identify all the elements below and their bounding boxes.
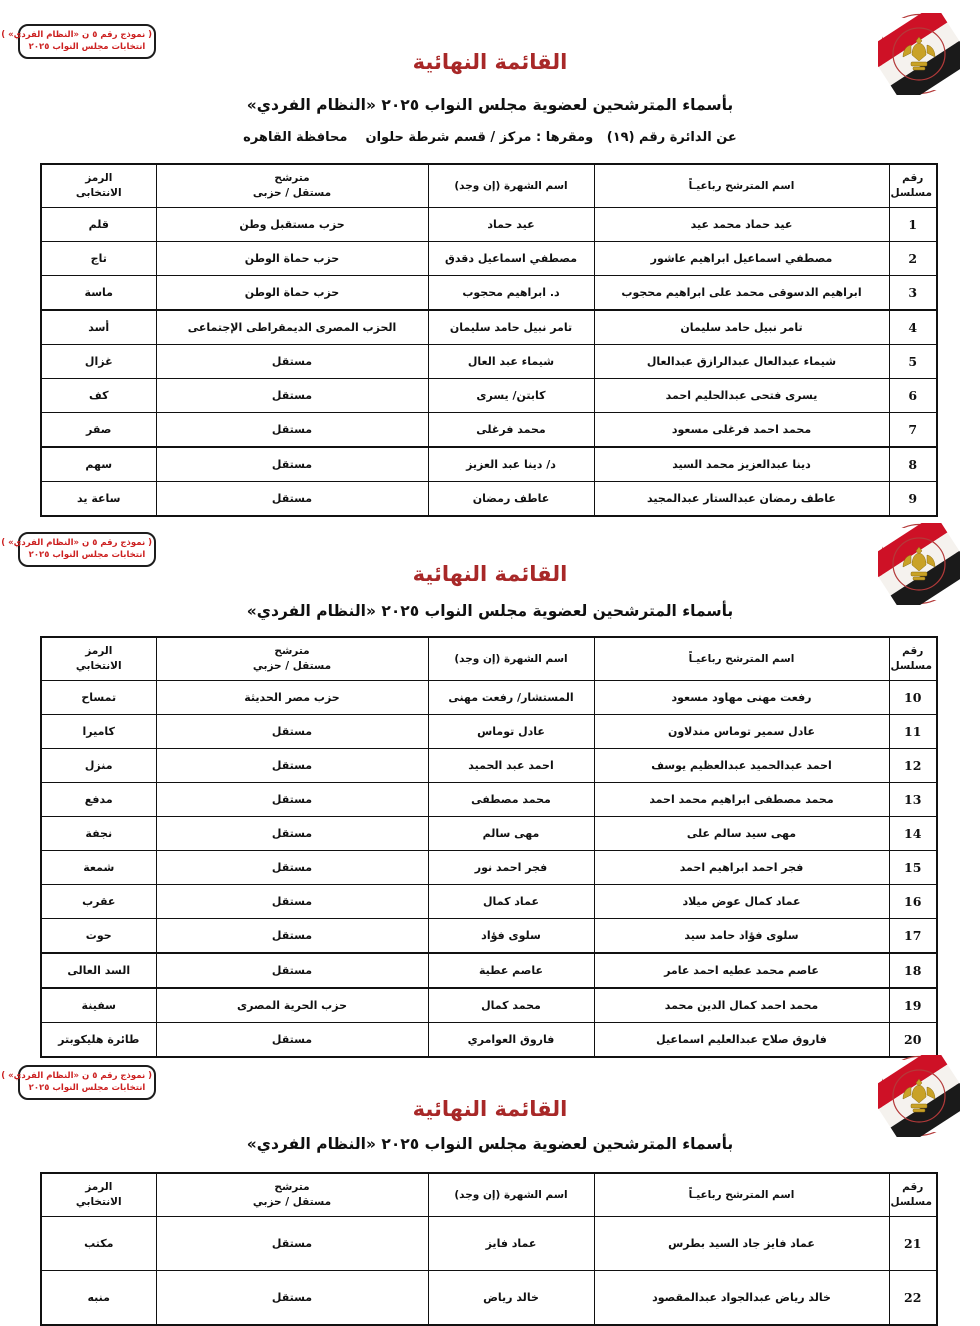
cell-symbol: ساعة يد <box>41 482 156 517</box>
candidate-row <box>41 242 937 276</box>
cell-symbol: مكتب <box>41 1217 156 1271</box>
cell-party: مستقل <box>156 413 428 448</box>
candidate-row <box>41 310 937 345</box>
cell-shohra: عاصم عطية <box>428 953 594 988</box>
table-header-row <box>41 164 937 208</box>
cell-shohra: تامر نبيل حامد سليمان <box>428 310 594 345</box>
page-title: القائمة النهائية <box>412 1097 568 1121</box>
cell-serial: 9 <box>889 482 937 517</box>
candidates-table-3 <box>40 1172 938 1326</box>
candidate-row <box>41 1270 937 1325</box>
candidate-row <box>41 851 937 885</box>
cell-party: مستقل <box>156 447 428 482</box>
cell-symbol: صقر <box>41 413 156 448</box>
cell-party: مستقل <box>156 1270 428 1325</box>
cell-serial: 2 <box>889 242 937 276</box>
cell-symbol: سهم <box>41 447 156 482</box>
candidate-row <box>41 817 937 851</box>
cell-serial: 11 <box>889 715 937 749</box>
candidate-row <box>41 988 937 1023</box>
cell-name: عاصم محمد عطيه احمد عامر <box>594 953 889 988</box>
cell-symbol: مدفع <box>41 783 156 817</box>
cell-name: دينا عبدالعزيز محمد السيد <box>594 447 889 482</box>
cell-shohra: محمد كمال <box>428 988 594 1023</box>
candidates-table-body-1 <box>41 208 937 517</box>
col-famous-name: اسم الشهرة (إن وجد) <box>428 637 594 681</box>
cell-symbol: كف <box>41 379 156 413</box>
cell-name: ابراهيم الدسوقى محمد على ابراهيم محجوب <box>594 276 889 311</box>
list-page-2 <box>0 520 980 1055</box>
cell-symbol: منبه <box>41 1270 156 1325</box>
cell-serial: 21 <box>889 1217 937 1271</box>
col-serial: رقم مسلسل <box>889 1173 937 1217</box>
cell-serial: 12 <box>889 749 937 783</box>
cell-symbol: طائرة هليكوبتر <box>41 1023 156 1058</box>
col-symbol: الرمز الانتخابي <box>41 637 156 681</box>
cell-shohra: مصطفي اسماعيل دقدق <box>428 242 594 276</box>
cell-serial: 19 <box>889 988 937 1023</box>
col-candidate-name: اسم المترشح رباعيـاً <box>594 164 889 208</box>
cell-name: مهى سيد سالم على <box>594 817 889 851</box>
cell-symbol: منزل <box>41 749 156 783</box>
cell-name: فاروق صلاح عبدالعليم اسماعيل <box>594 1023 889 1058</box>
cell-serial: 20 <box>889 1023 937 1058</box>
col-serial: رقم مسلسل <box>889 637 937 681</box>
cell-serial: 8 <box>889 447 937 482</box>
table-header-row <box>41 1173 937 1217</box>
cell-party: مستقل <box>156 345 428 379</box>
cell-party: مستقل <box>156 715 428 749</box>
cell-party: مستقل <box>156 482 428 517</box>
cell-shohra: مهى سالم <box>428 817 594 851</box>
cell-symbol: حوت <box>41 919 156 954</box>
cell-name: محمد مصطفى ابراهيم محمد احمد <box>594 783 889 817</box>
candidate-row <box>41 715 937 749</box>
candidates-table-body-3 <box>41 1217 937 1326</box>
candidate-row <box>41 681 937 715</box>
cell-party: مستقل <box>156 783 428 817</box>
cell-serial: 18 <box>889 953 937 988</box>
cell-serial: 13 <box>889 783 937 817</box>
col-famous-name: اسم الشهرة (إن وجد) <box>428 1173 594 1217</box>
cell-shohra: كابتن/ يسرى <box>428 379 594 413</box>
page-subtitle: بأسماء المترشحين لعضوية مجلس النواب ٢٠٢٥ «النظام الفردي» <box>246 602 734 620</box>
cell-symbol: سفينة <box>41 988 156 1023</box>
cell-name: عاطف رمضان عبدالستار عبدالمجيد <box>594 482 889 517</box>
candidates-table-1 <box>40 163 938 517</box>
form-number-line: ( نموذج رقم ٥ ن «النظام الفردي» ) <box>1 538 152 548</box>
cell-name: محمد احمد فرغلى مسعود <box>594 413 889 448</box>
candidate-row <box>41 885 937 919</box>
cell-shohra: فاروق العوامري <box>428 1023 594 1058</box>
cell-shohra: المستشار/ رفعت مهنى <box>428 681 594 715</box>
cell-symbol: ماسة <box>41 276 156 311</box>
cell-name: عيد حماد محمد عيد <box>594 208 889 242</box>
col-symbol: الرمز الانتخابي <box>41 1173 156 1217</box>
cell-shohra: د. ابراهيم محجوب <box>428 276 594 311</box>
cell-name: عماد فايز جاد السيد بطرس <box>594 1217 889 1271</box>
cell-symbol: تاج <box>41 242 156 276</box>
cell-symbol: السد العالى <box>41 953 156 988</box>
cell-name: يسرى فتحى عبدالحليم احمد <box>594 379 889 413</box>
cell-symbol: عقرب <box>41 885 156 919</box>
cell-party: مستقل <box>156 817 428 851</box>
cell-name: خالد رياض عبدالجواد عبدالمقصود <box>594 1270 889 1325</box>
cell-shohra: فجر احمد نور <box>428 851 594 885</box>
cell-party: حزب مستقبل وطن <box>156 208 428 242</box>
list-page-3 <box>0 1055 980 1305</box>
page-subtitle: بأسماء المترشحين لعضوية مجلس النواب ٢٠٢٥ «النظام الفردي» <box>246 96 734 114</box>
cell-shohra: عادل توماس <box>428 715 594 749</box>
candidate-row <box>41 1023 937 1058</box>
cell-party: حزب حماة الوطن <box>156 276 428 311</box>
cell-serial: 14 <box>889 817 937 851</box>
cell-party: الحزب المصرى الديمقراطى الإجتماعى <box>156 310 428 345</box>
election-name-line: انتخابات مجلس النواب ٢٠٢٥ <box>28 1083 146 1093</box>
col-serial: رقم مسلسل <box>889 164 937 208</box>
cell-symbol: كاميرا <box>41 715 156 749</box>
col-party: مترشح مستقل / حزبي <box>156 1173 428 1217</box>
cell-name: رفعت مهنى مهاود مسعود <box>594 681 889 715</box>
candidate-row <box>41 1217 937 1271</box>
col-candidate-name: اسم المترشح رباعيـاً <box>594 1173 889 1217</box>
cell-party: مستقل <box>156 953 428 988</box>
cell-party: مستقل <box>156 1217 428 1271</box>
cell-shohra: محمد مصطفى <box>428 783 594 817</box>
cell-serial: 7 <box>889 413 937 448</box>
cell-name: مصطفي اسماعيل ابراهيم عاشور <box>594 242 889 276</box>
col-famous-name: اسم الشهرة (إن وجد) <box>428 164 594 208</box>
cell-serial: 22 <box>889 1270 937 1325</box>
cell-party: مستقل <box>156 919 428 954</box>
page-title: القائمة النهائية <box>412 50 568 74</box>
cell-name: شيماء عبدالعال عبدالرازق عبدالعال <box>594 345 889 379</box>
cell-serial: 15 <box>889 851 937 885</box>
cell-party: حزب الحرية المصرى <box>156 988 428 1023</box>
candidate-row <box>41 783 937 817</box>
cell-serial: 10 <box>889 681 937 715</box>
election-name-line: انتخابات مجلس النواب ٢٠٢٥ <box>28 550 146 560</box>
cell-shohra: محمد فرغلى <box>428 413 594 448</box>
cell-party: حزب حماة الوطن <box>156 242 428 276</box>
cell-party: مستقل <box>156 885 428 919</box>
cell-serial: 5 <box>889 345 937 379</box>
candidate-row <box>41 208 937 242</box>
candidate-row <box>41 482 937 517</box>
cell-party: مستقل <box>156 1023 428 1058</box>
candidate-row <box>41 345 937 379</box>
col-candidate-name: اسم المترشح رباعيـاً <box>594 637 889 681</box>
candidate-row <box>41 379 937 413</box>
cell-name: عادل سمير توماس مندلاون <box>594 715 889 749</box>
candidate-row <box>41 447 937 482</box>
cell-serial: 1 <box>889 208 937 242</box>
cell-symbol: شمعة <box>41 851 156 885</box>
candidate-row <box>41 276 937 311</box>
candidate-row <box>41 413 937 448</box>
cell-name: فجر احمد ابراهيم احمد <box>594 851 889 885</box>
candidates-table-2 <box>40 636 938 1058</box>
candidate-row <box>41 749 937 783</box>
col-party: مترشح مستقل / حزبي <box>156 637 428 681</box>
national-elections-authority-seal-icon <box>878 1055 960 1137</box>
cell-name: سلوى فؤاد حامد سيد <box>594 919 889 954</box>
cell-symbol: قلم <box>41 208 156 242</box>
cell-name: محمد احمد كمال الدين محمد <box>594 988 889 1023</box>
candidate-row <box>41 953 937 988</box>
list-page-1 <box>0 0 980 520</box>
district-line: عن الدائرة رقم (١٩) ومقرها : مركز / قسم شرطة حلوان محافظة القاهره <box>243 130 737 145</box>
candidates-table-body-2 <box>41 681 937 1058</box>
cell-shohra: عماد فايز <box>428 1217 594 1271</box>
cell-shohra: احمد عبد الحميد <box>428 749 594 783</box>
col-symbol: الرمز الانتخابى <box>41 164 156 208</box>
cell-symbol: تمساح <box>41 681 156 715</box>
election-name-line: انتخابات مجلس النواب ٢٠٢٥ <box>28 42 146 52</box>
cell-serial: 6 <box>889 379 937 413</box>
cell-party: مستقل <box>156 379 428 413</box>
candidate-row <box>41 919 937 954</box>
cell-symbol: غزال <box>41 345 156 379</box>
cell-shohra: عاطف رمضان <box>428 482 594 517</box>
col-party: مترشح مستقل / حزبى <box>156 164 428 208</box>
page-title: القائمة النهائية <box>412 562 568 586</box>
table-header-row <box>41 637 937 681</box>
cell-symbol: أسد <box>41 310 156 345</box>
form-number-box <box>1 1065 156 1100</box>
cell-shohra: شيماء عبد العال <box>428 345 594 379</box>
cell-serial: 3 <box>889 276 937 311</box>
cell-shohra: خالد رياض <box>428 1270 594 1325</box>
cell-serial: 17 <box>889 919 937 954</box>
cell-shohra: د/ دينا عبد العزيز <box>428 447 594 482</box>
cell-symbol: نجفة <box>41 817 156 851</box>
form-number-line: ( نموذج رقم ٥ ن «النظام الفردي» ) <box>1 30 152 40</box>
cell-party: حزب مصر الحديثة <box>156 681 428 715</box>
cell-name: عماد كمال عوض ميلاد <box>594 885 889 919</box>
cell-shohra: عيد حماد <box>428 208 594 242</box>
cell-party: مستقل <box>156 851 428 885</box>
cell-party: مستقل <box>156 749 428 783</box>
cell-shohra: عماد كمال <box>428 885 594 919</box>
cell-serial: 4 <box>889 310 937 345</box>
page-subtitle: بأسماء المترشحين لعضوية مجلس النواب ٢٠٢٥ «النظام الفردي» <box>246 1135 734 1153</box>
cell-serial: 16 <box>889 885 937 919</box>
cell-shohra: سلوى فؤاد <box>428 919 594 954</box>
cell-name: احمد عبدالحميد عبدالعظيم يوسف <box>594 749 889 783</box>
cell-name: تامر نبيل حامد سليمان <box>594 310 889 345</box>
form-number-line: ( نموذج رقم ٥ ن «النظام الفردي» ) <box>1 1071 152 1081</box>
